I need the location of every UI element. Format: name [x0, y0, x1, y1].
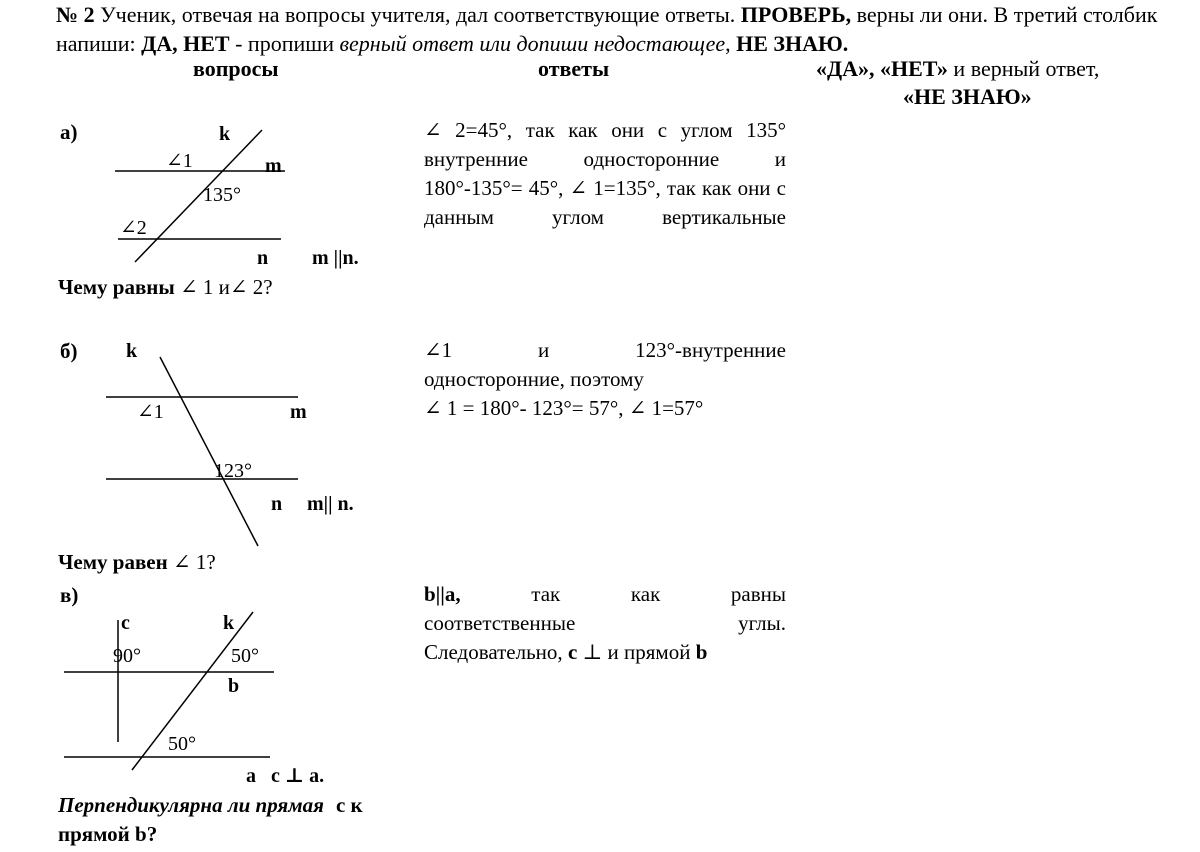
- task-c-answer-word: так: [531, 582, 561, 606]
- task-b-123-label: 123°: [214, 460, 252, 482]
- task-a-n-label: n: [257, 247, 269, 269]
- task-b-answer-word: 123°-внутренние: [635, 338, 786, 362]
- task-c-question-line1: [58, 791, 363, 820]
- task-c-perp-label: c ⊥ a.: [271, 765, 325, 787]
- task-b-question: [58, 548, 216, 577]
- task-c-answer-word: соответственные: [424, 611, 576, 635]
- task-c-answer-prefix: Следовательно,: [424, 640, 568, 664]
- task-a-label: а): [60, 120, 78, 144]
- intro-dont-know: НЕ ЗНАЮ.: [736, 31, 849, 56]
- intro-text-3: - пропиши: [229, 31, 340, 56]
- intro-text-2: верны ли они. В третий столбик напиши:: [56, 2, 1158, 56]
- task-a-answer: ∠ 2=45°, так как они с углом 135° внутренние односторонние и 180°-135°= 45°, ∠ 1=135°, так как они с данным углом вертикальные: [424, 118, 786, 229]
- header-answers: ответы: [538, 56, 610, 81]
- intro-italic-hint: верный ответ или допиши недостающее: [339, 31, 726, 56]
- task-intro: [56, 0, 1166, 58]
- task-b-k-label: k: [126, 340, 138, 362]
- task-b-label: б): [60, 339, 78, 363]
- task-number: № 2: [56, 2, 95, 27]
- task-b-answer-word: ∠1: [424, 338, 453, 362]
- task-a-line-k: [135, 130, 262, 262]
- task-a-question-bold: Чему равны: [58, 275, 175, 299]
- intro-check: ПРОВЕРЬ,: [740, 2, 852, 27]
- header-verdict-bold: «ДА», «НЕТ»: [816, 56, 948, 81]
- task-a-angle2-label: ∠2: [120, 217, 147, 239]
- header-verdict: [816, 56, 1099, 82]
- task-c-90-label: 90°: [113, 645, 141, 667]
- task-a-135-label: 135°: [203, 184, 241, 206]
- task-b-answer-line2: односторонние, поэтому: [424, 367, 644, 391]
- task-c-50-bottom-label: 50°: [168, 733, 196, 755]
- task-c-answer-word: b||a,: [424, 582, 461, 606]
- task-c-c-label: c: [121, 612, 130, 634]
- intro-yes-no: ДА, НЕТ: [141, 31, 230, 56]
- header-dont-know: «НЕ ЗНАЮ»: [903, 84, 1032, 109]
- task-c-50-top-label: 50°: [231, 645, 259, 667]
- task-c-answer-word: равны: [730, 582, 786, 606]
- intro-comma: ,: [725, 31, 737, 56]
- task-b-question-rest: ∠ 1?: [167, 550, 216, 574]
- task-a-question-rest: ∠ 1 и∠ 2?: [174, 275, 273, 299]
- header-questions: вопросы: [193, 56, 279, 81]
- task-c-answer-word: как: [630, 582, 661, 606]
- header-verdict-rest: и верный ответ,: [947, 56, 1100, 81]
- task-c-answer-line2: [424, 609, 786, 638]
- task-c-label: в): [60, 583, 79, 607]
- task-c-answer-line3: [424, 638, 707, 667]
- task-b-line-k: [160, 357, 258, 546]
- task-c-b-label: b: [228, 675, 240, 697]
- task-c-a-label: a: [246, 765, 256, 787]
- task-b-answer-line1: [424, 336, 786, 365]
- task-c-answer-b: b: [695, 640, 708, 664]
- task-c-answer-line1: [424, 580, 786, 609]
- task-b-answer-word: и: [538, 338, 550, 362]
- task-b-question-bold: Чему равен: [58, 550, 168, 574]
- intro-text-1: Ученик, отвечая на вопросы учителя, дал соответствующие ответы.: [94, 2, 741, 27]
- task-c-question-c: с к: [335, 793, 363, 817]
- task-b-n-label: n: [271, 493, 283, 515]
- task-a-k-label: k: [219, 123, 231, 145]
- task-b-m-label: m: [290, 401, 307, 423]
- task-c-answer-mid: и прямой: [607, 640, 696, 664]
- task-a-parallel-label: m ||n.: [312, 247, 359, 269]
- task-a-m-label: m: [265, 155, 282, 177]
- task-c-question-line2: прямой b?: [58, 822, 158, 846]
- task-c-question-italic: Перпендикулярна ли прямая: [58, 793, 324, 817]
- task-c-k-label: k: [223, 612, 235, 634]
- task-c-answer-perp: ⊥: [577, 640, 608, 664]
- task-b-answer-line3: ∠ 1 = 180°- 123°= 57°, ∠ 1=57°: [424, 396, 704, 420]
- task-b-angle1-label: ∠1: [137, 401, 164, 423]
- task-a-angle1-label: ∠1: [166, 150, 193, 172]
- task-b-parallel-label: m|| n.: [307, 493, 354, 515]
- task-c-answer-word: углы.: [738, 611, 786, 635]
- task-a-question: [58, 273, 273, 302]
- task-c-answer-c: c: [567, 640, 578, 664]
